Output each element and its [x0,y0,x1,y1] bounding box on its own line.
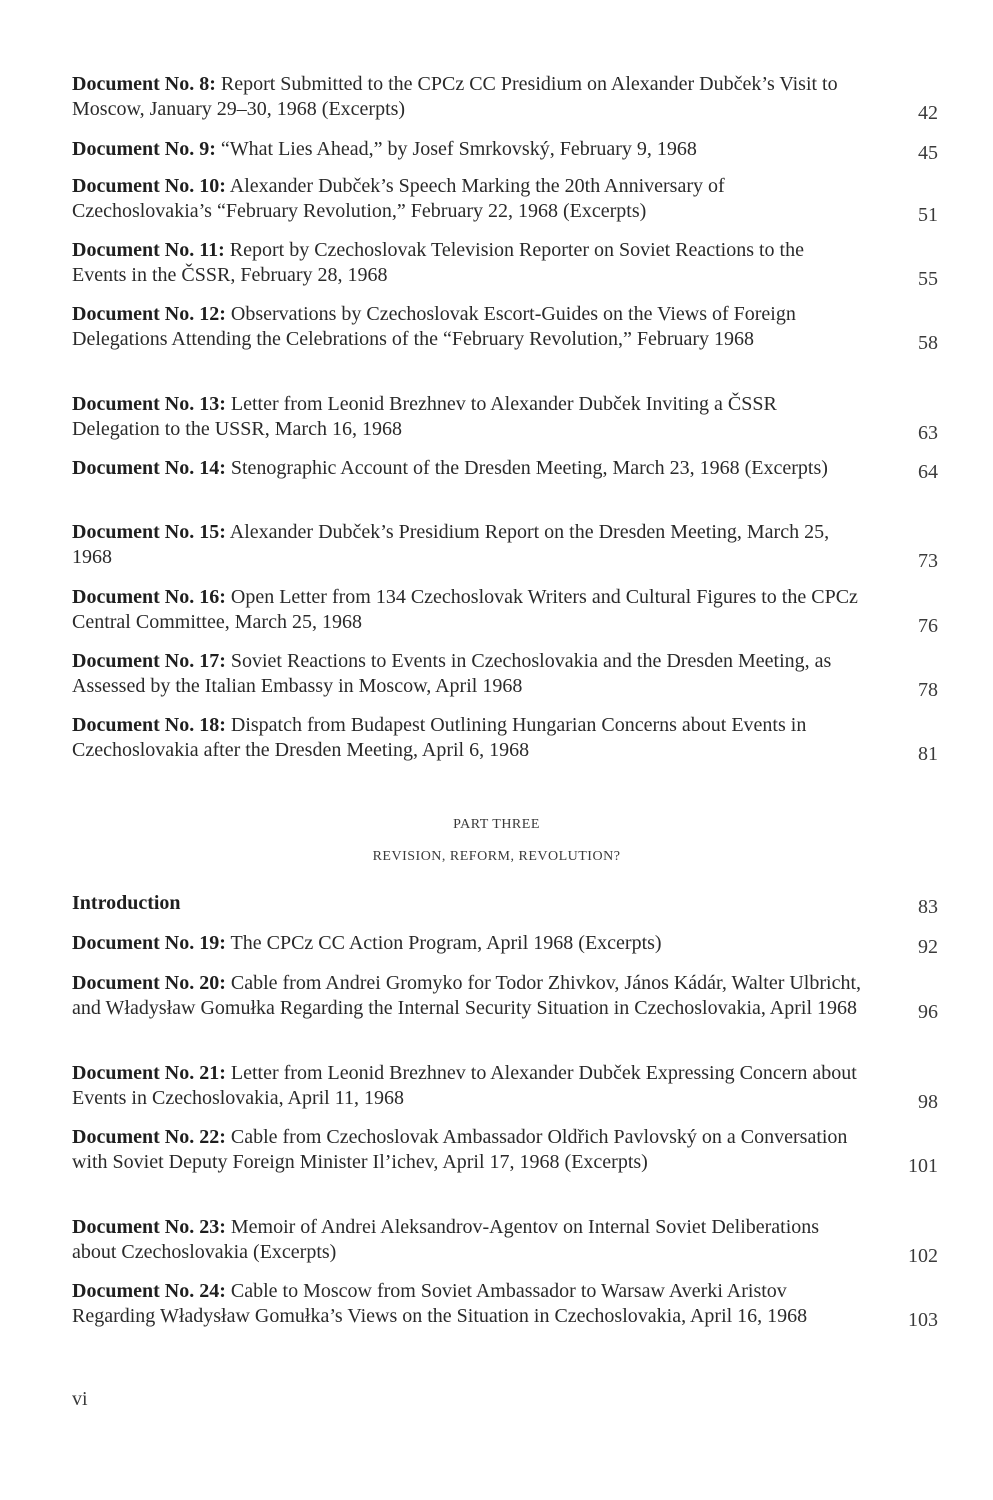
entry-title: Cable from Czechoslovak Ambassador Oldřich Pavlovský on a Conversation with Soviet Deputy Foreign Minister Il’ichev, April 17, 1968 (Excerpts) [72,1126,848,1173]
toc-entry [72,238,938,288]
entry-title: Letter from Leonid Brezhnev to Alexander Dubček Inviting a ČSSR Delegation to the USSR, March 16, 1968 [72,393,777,440]
entry-label: Document No. 20: [72,972,226,994]
entry-label: Document No. 16: [72,586,226,608]
toc-entry [72,72,938,122]
toc-entry [72,585,938,635]
entry-title: “What Lies Ahead,” by Josef Smrkovský, February 9, 1968 [220,138,697,160]
entry-title-wrap [72,302,862,352]
entry-title: Memoir of Andrei Aleksandrov-Agentov on Internal Soviet Deliberations about Czechoslovakia (Excerpts) [72,1216,820,1263]
entry-title: The CPCz CC Action Program, April 1968 (Excerpts) [230,932,662,954]
entry-page-number: 101 [908,1155,938,1177]
entry-title-wrap [72,649,862,699]
toc-entry [72,649,938,699]
entry-label: Document No. 21: [72,1062,226,1084]
entry-page-number: 76 [918,615,938,637]
entry-page-number: 51 [918,204,938,226]
entry-title-wrap [72,1125,862,1175]
entry-page-number: 73 [918,550,938,572]
entry-title: Dispatch from Budapest Outlining Hungarian Concerns about Events in Czechoslovakia after the Dresden Meeting, April 6, 1968 [72,714,807,761]
entry-title-wrap [72,971,862,1021]
entry-label: Document No. 11: [72,239,225,261]
entry-title: Alexander Dubček’s Speech Marking the 20th Anniversary of Czechoslovakia’s “February Revolution,” February 22, 1968 (Excerpts) [72,175,725,222]
entry-title: Soviet Reactions to Events in Czechoslovakia and the Dresden Meeting, as Assessed by the Italian Embassy in Moscow, April 1968 [72,650,832,697]
entry-page-number: 98 [918,1091,938,1113]
entry-page-number: 83 [918,896,938,918]
entry-label: Document No. 13: [72,393,226,415]
entry-label: Document No. 18: [72,714,226,736]
entry-title-wrap [72,585,862,635]
entry-title: Open Letter from 134 Czechoslovak Writers and Cultural Figures to the CPCz Central Committee, March 25, 1968 [72,586,858,633]
entry-page-number: 63 [918,422,938,444]
toc-entry [72,1279,938,1329]
toc-entry [72,520,938,570]
entry-title-wrap [72,520,862,570]
part-number: PART THREE [453,817,540,832]
entry-page-number: 58 [918,332,938,354]
entry-label: Document No. 23: [72,1216,226,1238]
entry-title: Report by Czechoslovak Television Reporter on Soviet Reactions to the Events in the ČSSR, February 28, 1968 [72,239,804,286]
toc-entry [72,931,938,956]
introduction-label: Introduction [72,892,181,914]
entry-title: Letter from Leonid Brezhnev to Alexander Dubček Expressing Concern about Events in Czechoslovakia, April 11, 1968 [72,1062,857,1109]
entry-label: Document No. 9: [72,138,216,160]
entry-label: Document No. 12: [72,303,226,325]
entry-page-number: 64 [918,461,938,483]
entry-title-wrap [72,1279,862,1329]
entry-title: Report Submitted to the CPCz CC Presidium on Alexander Dubček’s Visit to Moscow, January 29–30, 1968 (Excerpts) [72,73,838,120]
entry-title-wrap [72,891,862,916]
entry-title: Stenographic Account of the Dresden Meeting, March 23, 1968 (Excerpts) [230,457,828,479]
entry-title-wrap [72,174,862,224]
entry-page-number: 102 [908,1245,938,1267]
toc-entry [72,302,938,352]
entry-title-wrap [72,931,862,956]
entry-page-number: 55 [918,268,938,290]
entry-label: Document No. 17: [72,650,226,672]
toc-entry [72,456,938,481]
entry-title-wrap [72,392,862,442]
entry-title: Cable from Andrei Gromyko for Todor Zhivkov, János Kádár, Walter Ulbricht, and Władysław Gomułka Regarding the Internal Security Situation in Czechoslovakia, April 1968 [72,972,862,1019]
toc-entry [72,1061,938,1111]
entry-title-wrap [72,1215,862,1265]
entry-title: Alexander Dubček’s Presidium Report on the Dresden Meeting, March 25, 1968 [72,521,830,568]
entry-title-wrap [72,1061,862,1111]
toc-entry [72,713,938,763]
entry-page-number: 42 [918,102,938,124]
entry-page-number: 92 [918,936,938,958]
entry-title: Cable to Moscow from Soviet Ambassador to Warsaw Averki Aristov Regarding Władysław Gomułka’s Views on the Situation in Czechoslovakia, April 16, 1968 [72,1280,808,1327]
entry-title-wrap [72,238,862,288]
entry-label: Document No. 24: [72,1280,226,1302]
entry-label: Document No. 22: [72,1126,226,1148]
entry-title-wrap [72,456,862,481]
entry-label: Document No. 14: [72,457,226,479]
part-title: REVISION, REFORM, REVOLUTION? [372,849,621,864]
toc-entry [72,1125,938,1175]
entry-label: Document No. 19: [72,932,226,954]
entry-title-wrap [72,72,862,122]
toc-entry [72,392,938,442]
toc-entry [72,971,938,1021]
entry-page-number: 81 [918,743,938,765]
toc-entry-introduction [72,891,938,916]
entry-title-wrap [72,137,862,162]
toc-entry [72,1215,938,1265]
entry-label: Document No. 15: [72,521,226,543]
entry-page-number: 103 [908,1309,938,1331]
toc-entry [72,174,938,224]
page-folio: vi [72,1388,88,1410]
entry-title-wrap [72,713,862,763]
entry-page-number: 78 [918,679,938,701]
entry-page-number: 45 [918,142,938,164]
entry-label: Document No. 8: [72,73,216,95]
entry-title: Observations by Czechoslovak Escort-Guides on the Views of Foreign Delegations Attending the Celebrations of the “February Revolution,” February 1968 [72,303,796,350]
entry-label: Document No. 10: [72,175,226,197]
entry-page-number: 96 [918,1001,938,1023]
toc-entry [72,137,938,162]
